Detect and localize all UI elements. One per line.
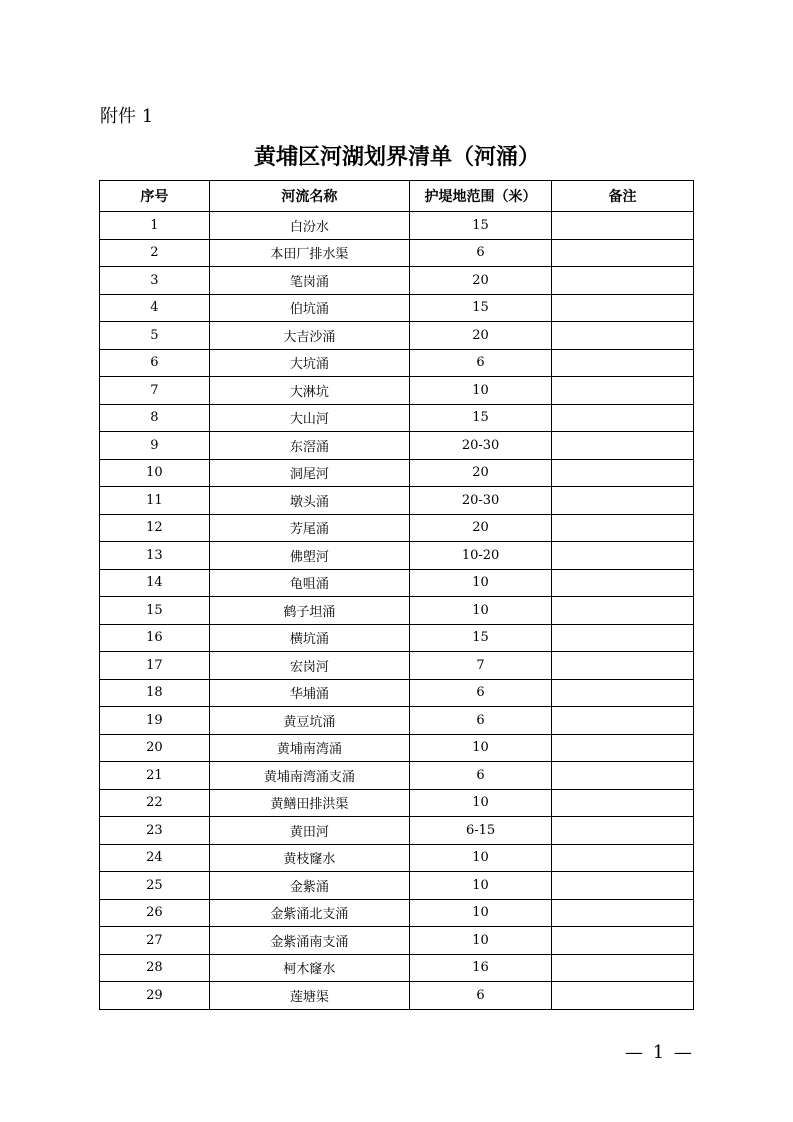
table-row xyxy=(100,707,694,735)
header-river-name: 河流名称 xyxy=(209,181,409,212)
cell-river-name: 洞尾河 xyxy=(209,459,409,487)
cell-river-name: 大坑涌 xyxy=(209,349,409,377)
cell-embankment-range: 20 xyxy=(410,459,552,487)
cell-river-name: 黄豆坑涌 xyxy=(209,707,409,735)
cell-serial-number: 15 xyxy=(100,597,210,625)
cell-river-name: 东滘涌 xyxy=(209,432,409,460)
table-row xyxy=(100,212,694,240)
table-row xyxy=(100,377,694,405)
table-row xyxy=(100,899,694,927)
cell-river-name: 横坑涌 xyxy=(209,624,409,652)
cell-remarks xyxy=(552,514,694,542)
cell-remarks xyxy=(552,294,694,322)
cell-remarks xyxy=(552,679,694,707)
cell-remarks xyxy=(552,487,694,515)
cell-serial-number: 29 xyxy=(100,982,210,1010)
table-row xyxy=(100,844,694,872)
cell-serial-number: 5 xyxy=(100,322,210,350)
table-row xyxy=(100,734,694,762)
cell-river-name: 黄田河 xyxy=(209,817,409,845)
cell-remarks xyxy=(552,817,694,845)
table-row xyxy=(100,239,694,267)
cell-embankment-range: 10 xyxy=(410,927,552,955)
table-row xyxy=(100,597,694,625)
table-row xyxy=(100,927,694,955)
table-row xyxy=(100,872,694,900)
attachment-label: 附件 1 xyxy=(100,106,154,127)
cell-remarks xyxy=(552,212,694,240)
header-embankment-range: 护堤地范围（米） xyxy=(410,181,552,212)
cell-river-name: 华埔涌 xyxy=(209,679,409,707)
table-row xyxy=(100,789,694,817)
table-row xyxy=(100,487,694,515)
cell-serial-number: 9 xyxy=(100,432,210,460)
cell-river-name: 金紫涌 xyxy=(209,872,409,900)
cell-remarks xyxy=(552,624,694,652)
cell-river-name: 芳尾涌 xyxy=(209,514,409,542)
cell-serial-number: 2 xyxy=(100,239,210,267)
table-row xyxy=(100,459,694,487)
cell-embankment-range: 16 xyxy=(410,954,552,982)
cell-serial-number: 16 xyxy=(100,624,210,652)
cell-remarks xyxy=(552,652,694,680)
cell-embankment-range: 15 xyxy=(410,404,552,432)
cell-serial-number: 18 xyxy=(100,679,210,707)
cell-river-name: 黄埔南湾涌 xyxy=(209,734,409,762)
cell-remarks xyxy=(552,597,694,625)
cell-embankment-range: 6 xyxy=(410,239,552,267)
cell-embankment-range: 10 xyxy=(410,872,552,900)
cell-embankment-range: 10 xyxy=(410,569,552,597)
cell-remarks xyxy=(552,377,694,405)
cell-serial-number: 8 xyxy=(100,404,210,432)
cell-embankment-range: 15 xyxy=(410,212,552,240)
cell-embankment-range: 10 xyxy=(410,377,552,405)
cell-serial-number: 11 xyxy=(100,487,210,515)
cell-remarks xyxy=(552,404,694,432)
cell-embankment-range: 10 xyxy=(410,899,552,927)
cell-remarks xyxy=(552,872,694,900)
cell-embankment-range: 10 xyxy=(410,597,552,625)
cell-remarks xyxy=(552,267,694,295)
cell-river-name: 大山河 xyxy=(209,404,409,432)
cell-embankment-range: 20-30 xyxy=(410,432,552,460)
cell-remarks xyxy=(552,927,694,955)
cell-river-name: 本田厂排水渠 xyxy=(209,239,409,267)
cell-embankment-range: 6 xyxy=(410,762,552,790)
cell-embankment-range: 20 xyxy=(410,514,552,542)
cell-river-name: 大吉沙涌 xyxy=(209,322,409,350)
table-row xyxy=(100,294,694,322)
cell-remarks xyxy=(552,239,694,267)
table-row xyxy=(100,624,694,652)
cell-embankment-range: 20-30 xyxy=(410,487,552,515)
cell-river-name: 黄枝窿水 xyxy=(209,844,409,872)
cell-river-name: 龟咀涌 xyxy=(209,569,409,597)
cell-serial-number: 21 xyxy=(100,762,210,790)
cell-remarks xyxy=(552,789,694,817)
cell-serial-number: 13 xyxy=(100,542,210,570)
cell-embankment-range: 15 xyxy=(410,294,552,322)
cell-river-name: 笔岗涌 xyxy=(209,267,409,295)
cell-remarks xyxy=(552,322,694,350)
cell-embankment-range: 20 xyxy=(410,322,552,350)
cell-remarks xyxy=(552,459,694,487)
table-row xyxy=(100,652,694,680)
cell-serial-number: 12 xyxy=(100,514,210,542)
table-row xyxy=(100,349,694,377)
cell-embankment-range: 6 xyxy=(410,679,552,707)
table-row xyxy=(100,954,694,982)
cell-serial-number: 22 xyxy=(100,789,210,817)
cell-remarks xyxy=(552,899,694,927)
cell-serial-number: 4 xyxy=(100,294,210,322)
cell-river-name: 金紫涌北支涌 xyxy=(209,899,409,927)
header-serial-number: 序号 xyxy=(100,181,210,212)
table-row xyxy=(100,542,694,570)
cell-remarks xyxy=(552,542,694,570)
cell-remarks xyxy=(552,569,694,597)
table-row xyxy=(100,762,694,790)
table-row xyxy=(100,679,694,707)
cell-serial-number: 25 xyxy=(100,872,210,900)
cell-embankment-range: 6 xyxy=(410,982,552,1010)
cell-serial-number: 20 xyxy=(100,734,210,762)
cell-embankment-range: 6 xyxy=(410,349,552,377)
table-row xyxy=(100,432,694,460)
cell-embankment-range: 7 xyxy=(410,652,552,680)
cell-river-name: 黄鳝田排洪渠 xyxy=(209,789,409,817)
cell-embankment-range: 10-20 xyxy=(410,542,552,570)
table-body xyxy=(100,212,694,1010)
cell-embankment-range: 10 xyxy=(410,734,552,762)
cell-river-name: 宏岗河 xyxy=(209,652,409,680)
cell-serial-number: 24 xyxy=(100,844,210,872)
cell-remarks xyxy=(552,844,694,872)
cell-serial-number: 1 xyxy=(100,212,210,240)
table-header-row xyxy=(100,181,694,212)
cell-embankment-range: 6 xyxy=(410,707,552,735)
table-row xyxy=(100,569,694,597)
table-row xyxy=(100,404,694,432)
table-row xyxy=(100,267,694,295)
cell-embankment-range: 6-15 xyxy=(410,817,552,845)
cell-river-name: 柯木窿水 xyxy=(209,954,409,982)
cell-river-name: 白汾水 xyxy=(209,212,409,240)
cell-serial-number: 23 xyxy=(100,817,210,845)
page-number: — 1 — xyxy=(625,1042,694,1063)
cell-remarks xyxy=(552,432,694,460)
cell-serial-number: 3 xyxy=(100,267,210,295)
cell-embankment-range: 10 xyxy=(410,844,552,872)
river-boundary-table xyxy=(99,180,694,1010)
cell-remarks xyxy=(552,982,694,1010)
cell-serial-number: 17 xyxy=(100,652,210,680)
table-row xyxy=(100,322,694,350)
cell-serial-number: 6 xyxy=(100,349,210,377)
cell-serial-number: 14 xyxy=(100,569,210,597)
cell-remarks xyxy=(552,349,694,377)
cell-serial-number: 26 xyxy=(100,899,210,927)
cell-serial-number: 10 xyxy=(100,459,210,487)
cell-remarks xyxy=(552,707,694,735)
cell-remarks xyxy=(552,954,694,982)
cell-serial-number: 27 xyxy=(100,927,210,955)
cell-remarks xyxy=(552,734,694,762)
cell-river-name: 鹤子坦涌 xyxy=(209,597,409,625)
cell-river-name: 黄埔南湾涌支涌 xyxy=(209,762,409,790)
cell-serial-number: 28 xyxy=(100,954,210,982)
cell-river-name: 墩头涌 xyxy=(209,487,409,515)
cell-embankment-range: 15 xyxy=(410,624,552,652)
cell-serial-number: 7 xyxy=(100,377,210,405)
cell-embankment-range: 20 xyxy=(410,267,552,295)
table-row xyxy=(100,817,694,845)
table-row xyxy=(100,982,694,1010)
cell-river-name: 佛塱河 xyxy=(209,542,409,570)
cell-river-name: 莲塘渠 xyxy=(209,982,409,1010)
document-title: 黄埔区河湖划界清单（河涌） xyxy=(253,144,540,170)
cell-serial-number: 19 xyxy=(100,707,210,735)
header-remarks: 备注 xyxy=(552,181,694,212)
cell-river-name: 金紫涌南支涌 xyxy=(209,927,409,955)
table-row xyxy=(100,514,694,542)
cell-river-name: 大淋坑 xyxy=(209,377,409,405)
cell-river-name: 伯坑涌 xyxy=(209,294,409,322)
cell-remarks xyxy=(552,762,694,790)
cell-embankment-range: 10 xyxy=(410,789,552,817)
